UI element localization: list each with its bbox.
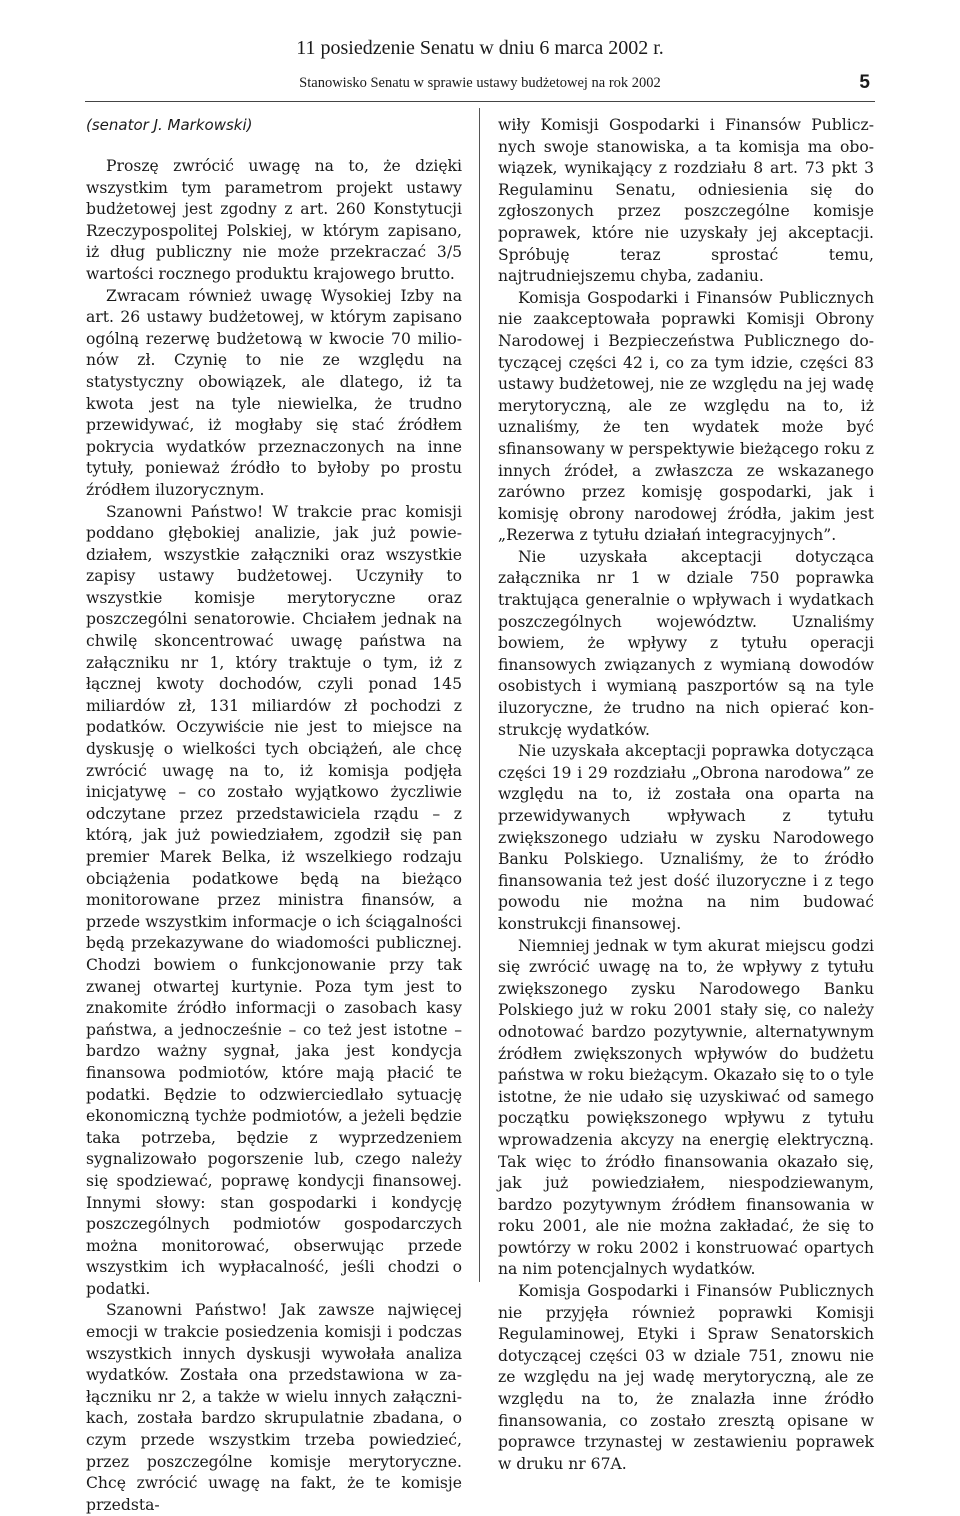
paragraph: Proszę zwrócić uwagę na to, że dzięki wszystkim tym parametrom projekt ustawy budżetowej jest zgodny z art. 260 Konstytucji Rzeczypospolitej Polskiej, w którym zapisano, iż dług publiczny nie może przekraczać 3/5 wartości rocznego produktu krajowego brutto. xyxy=(86,157,462,283)
paragraph: Komisja Gospodarki i Finansów Publicznych nie zaakceptowała poprawki Komisji Obrony Narodowej i Bezpieczeństwa Publicznego dotyczącej części 42 i, co za tym idzie, części 83 ustawy budżetowej, nie ze względu na jej wadę merytoryczną, ale ze względu na to, iż uznaliśmy, że ten wydatek może być sfinansowany w perspektywie bieżącego roku z innych źródeł, a zwłaszcza ze wskazanego zarówno przez komisję gospodarki, jak i komisję obrony narodowej źródła, jakim jest „Rezerwa z tytułu działań integracyjnych”. xyxy=(498,288,874,545)
paragraph-continued: wiły Komisji Gospodarki i Finansów Publicznych swoje stanowiska, a ta komisja ma obowiązek, wynikający z rozdziału 8 art. 73 pkt 3 Regulaminu Senatu, odniesienia się do zgłoszonych przez poszczególne komisje poprawek, które nie uzyskały jej akceptacji. Spróbuję teraz sprostać temu, najtrudniejszemu chyba, zadaniu. xyxy=(498,116,874,286)
column-divider xyxy=(479,108,480,1282)
paragraph: Nie uzyskała akceptacji dotycząca załącznika nr 1 w dziale 750 poprawka traktująca generalnie o wpływach i wydatkach poszczególnych województw. Uznaliśmy bowiem, że wpływy z tytułu operacji finansowych związanych z wymianą dowodów osobistych i wymianą paszportów są na tyle iluzoryczne, że trudno na nich opierać konstrukcję wydatków. xyxy=(498,547,874,739)
paragraph: Nie uzyskała akceptacji poprawka dotycząca części 19 i 29 rozdziału „Obrona narodowa” ze względu na to, iż została ona oparta na przewidywanych wpływach z tytułu zwiększonego udziału w zysku Narodowego Banku Polskiego. Uznaliśmy, że to źródło finansowania też jest dość iluzoryczne i z tego powodu nie można na nim budować konstrukcji finansowej. xyxy=(498,742,874,933)
paragraph: Niemniej jednak w tym akurat miejscu godzi się zwrócić uwagę na to, że wpływy z tytułu zwiększonego zysku Narodowego Banku Polskiego już w roku 2001 stały się, co należy odnotować bardzo pozytywnie, alternatywnym źródłem zwiększonych wpływów do budżetu państwa w roku bieżącym. Okazało się to o tyle istotne, że nie udało się uzyskiwać od samego początku powiększonego wpływu z tytułu wprowadzenia akcyzy na energię elektryczną. Tak więc to źródło finansowania okazało się, jak już powiedziałem, niespodziewanym, bardzo pozytywnym źródłem finansowania w roku 2001, ale nie można zakładać, że się to powtórzy w roku 2002 i konstruować opartych na nim potencjalnych wydatków. xyxy=(498,936,874,1279)
page-number: 5 xyxy=(859,72,870,93)
left-column xyxy=(86,115,462,1516)
header-divider xyxy=(85,101,875,102)
speaker-name: (senator J. Markowski) xyxy=(86,116,253,134)
paragraph: Zwracam również uwagę Wysokiej Izby na art. 26 ustawy budżetowej, w którym zapisano ogólną rezerwę budżetową w kwocie 70 milionów zł. Czynię to nie ze względu na statystyczny obowiązek, ale dlatego, iż ta kwota jest na tyle niewielka, że trudno przewidywać, iż mogłaby się stać źródłem pokrycia wydatków przeznaczonych na inne tytuły, ponieważ źródło to byłoby po prostu źródłem iluzorycznym. xyxy=(86,286,462,499)
right-column xyxy=(498,115,874,1475)
paragraph: Szanowni Państwo! W trakcie prac komisji poddano głębokiej analizie, jak już powiedziałem, wszystkie załączniki oraz wszystkie zapisy ustawy budżetowej. Uczyniły to wszystkie komisje merytoryczne oraz poszczególni senatorowie. Chciałem jednak na chwilę skoncentrować uwagę państwa na załączniku nr 1, który traktuje o tym, iż z łącznej kwoty dochodów, czyli ponad 145 miliardów zł, 131 miliardów zł pochodzi z podatków. Oczywiście nie jest to miejsce na dyskusję o wielkości tych obciążeń, ale chcę zwrócić uwagę na to, iż komisja podjęła inicjatywę – co zostało wyjątkowo życzliwie odczytane przez przedstawiciela rządu – z którą, jak już powiedziałem, zgodził się pan premier Marek Belka, iż wszelkiego rodzaju obciążenia podatkowe będą na bieżąco monitorowane przez ministra finansów, a przede wszystkim informacje o ich ściągalności będą przekazywane do wiadomości publicznej. Chodzi bowiem o funkcjonowanie przy tak zwanej otwartej kurtynie. Poza tym jest to znakomite źródło informacji o zasobach kasy państwa, a jednocześnie – co też jest istotne – bardzo ważny sygnał, jaka jest kondycja finansowa podmiotów, które mają płacić te podatki. Będzie to odzwierciedlało sytuację ekonomiczną tychże podmiotów, a jeżeli będzie taka potrzeba, będzie z wyprzedzeniem sygnalizowało pogorszenie lub, czego należy się spodziewać, poprawę kondycji finansowej. Innymi słowy: stan gospodarki i kondycję poszczególnych podmiotów gospodarczych można monitorować, obserwując przede wszystkim ich wypłacalność, jeśli chodzi o podatki. xyxy=(86,502,462,1298)
section-subtitle: Stanowisko Senatu w sprawie ustawy budżetowej na rok 2002 xyxy=(299,75,661,91)
paragraph: Szanowni Państwo! Jak zawsze najwięcej emocji w trakcie posiedzenia komisji i podczas wszystkich innych dyskusji wywołała analiza wydatków. Została ona przedstawiona w załączniku nr 2, a także w wielu innych załącznikach, została bardzo skrupulatnie zbadana, o czym przede wszystkim trzeba powiedzieć, przez poszczególne komisje merytoryczne. Chcę zwrócić uwagę na fakt, że te komisje przedsta- xyxy=(86,1301,462,1514)
page-header xyxy=(0,0,960,108)
paragraph: Komisja Gospodarki i Finansów Publicznych nie przyjęła również poprawki Komisji Regulaminowej, Etyki i Spraw Senatorskich dotyczącej części 03 w dziale 751, znowu nie ze względu na jej wadę merytoryczną, ale ze względu na to, że znalazła inne źródło finansowania, co zostało zresztą opisane w poprawce trzynastej w zestawieniu poprawek w druku nr 67A. xyxy=(498,1282,874,1473)
session-title: 11 posiedzenie Senatu w dniu 6 marca 2002 r. xyxy=(296,37,664,59)
